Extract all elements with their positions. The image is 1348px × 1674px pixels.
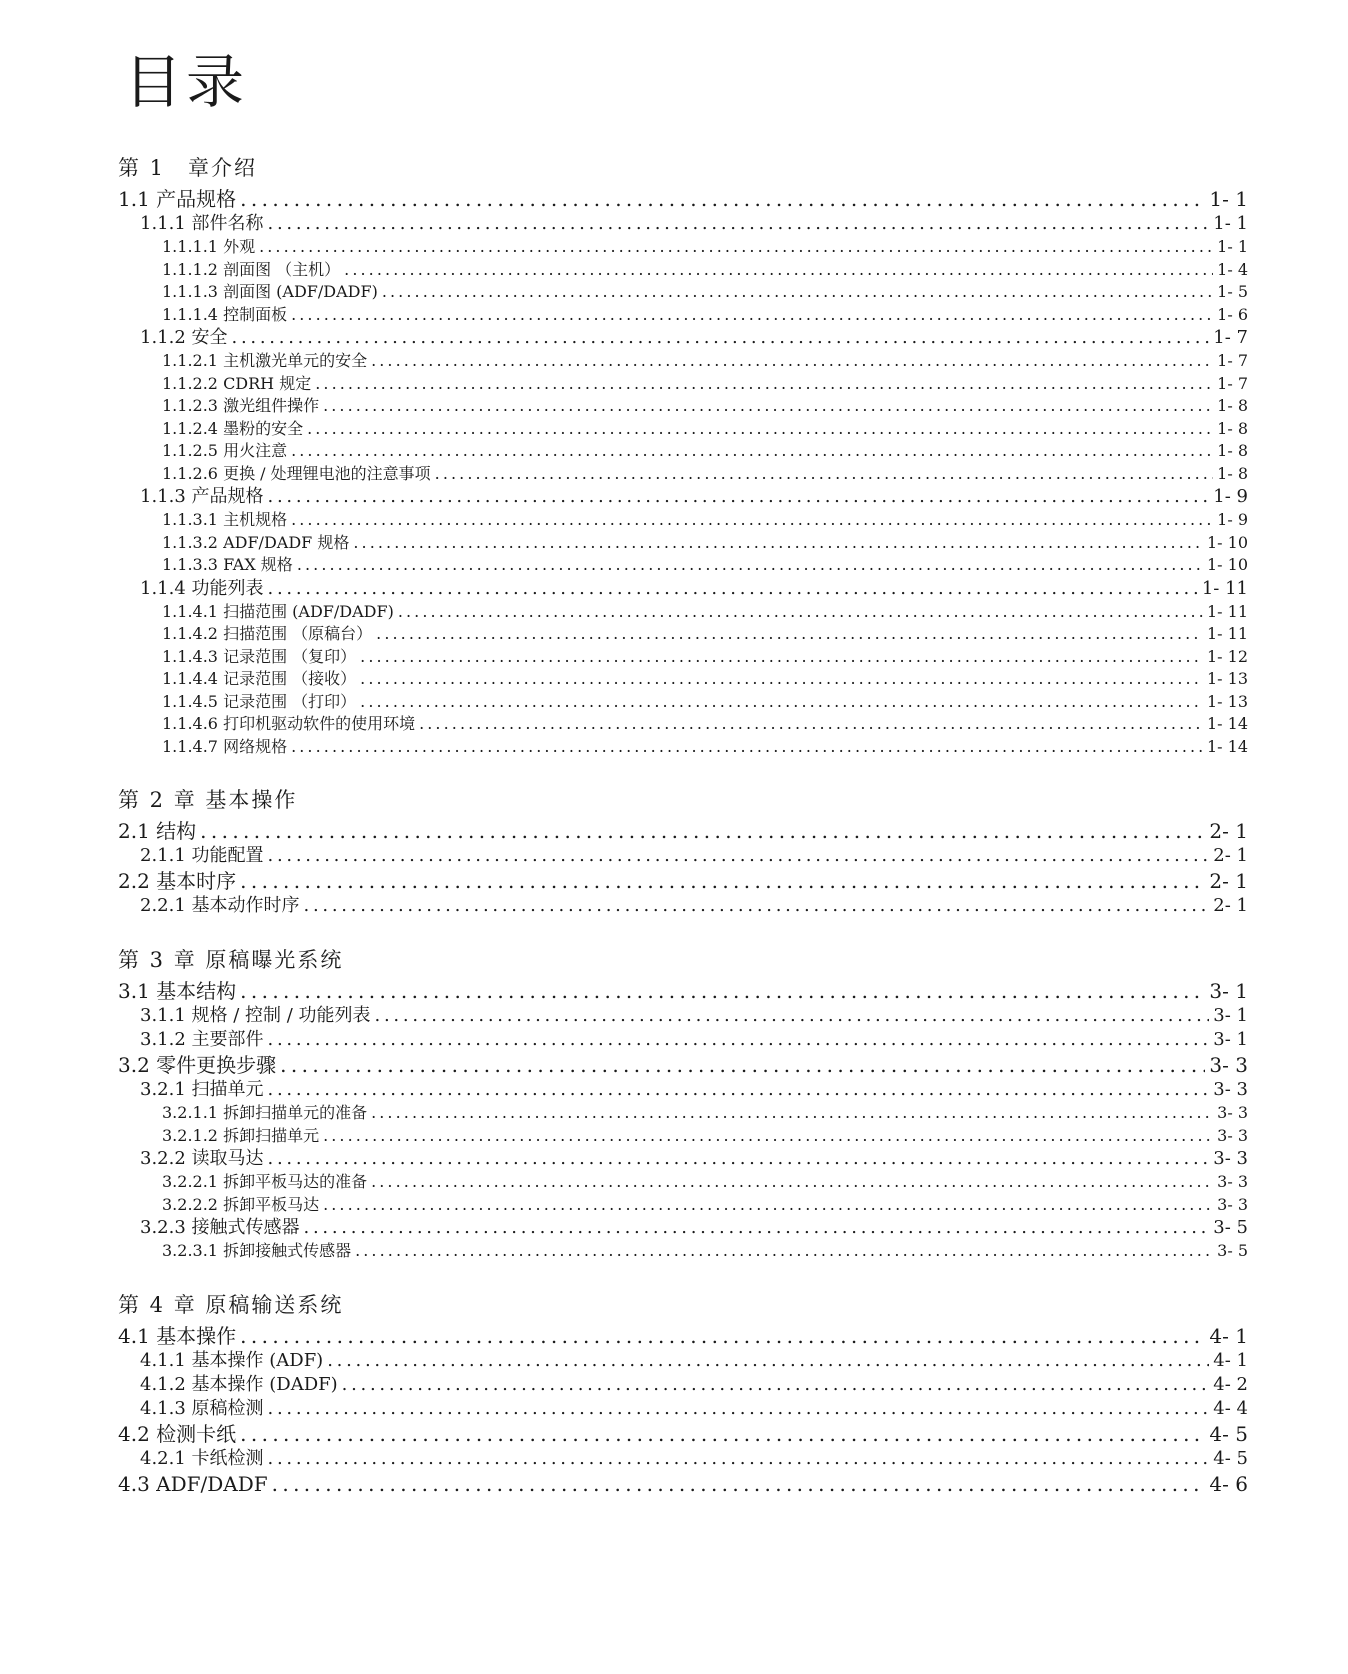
toc-entry[interactable] [118, 1028, 1248, 1052]
dot-leader [291, 440, 1213, 463]
toc-entry-label: 1.1.2.5 用火注意 [162, 441, 288, 460]
toc-entry[interactable] [118, 1194, 1248, 1217]
dot-leader [268, 1447, 1210, 1471]
toc-entry-label: 1.1.1.3 剖面图 (ADF/DADF) [162, 282, 378, 301]
toc-page-number: 3- 1 [1213, 1029, 1248, 1050]
toc-page-number: 1- 9 [1217, 510, 1248, 529]
dot-leader [200, 818, 1205, 844]
toc-entry-label: 1.1.4 功能列表 [140, 577, 264, 599]
dot-leader [232, 326, 1210, 350]
toc-entry-label: 1.1.4.3 记录范围 （复印） [162, 646, 357, 666]
toc-entry[interactable] [118, 212, 1248, 236]
toc-entry-label: 1.1.4.4 记录范围 （接收） [162, 669, 357, 688]
toc-entry[interactable] [118, 259, 1248, 282]
dot-leader [291, 304, 1213, 327]
toc-page-number: 1- 10 [1206, 532, 1248, 552]
dot-leader [268, 1397, 1210, 1421]
toc-entry-label: 1.1.4.1 扫描范围 (ADF/DADF) [162, 601, 394, 621]
toc-entry[interactable] [118, 844, 1248, 868]
dot-leader [307, 418, 1213, 441]
chapter-title: 第 1 章介绍 [118, 156, 258, 180]
toc-entry-label: 1.1.2 安全 [140, 327, 228, 348]
toc-entry[interactable] [118, 713, 1248, 736]
chapter-title: 第 4 章 原稿输送系统 [118, 1292, 344, 1317]
toc-page-number: 4- 5 [1213, 1447, 1248, 1469]
toc-page-number: 1- 4 [1217, 259, 1248, 279]
toc-page-number: 3- 1 [1209, 979, 1248, 1003]
chapter-title: 第 3 章 原稿曝光系统 [118, 948, 344, 972]
dot-leader [355, 1240, 1213, 1263]
toc-entry-label: 4.1.3 原稿检测 [140, 1397, 264, 1419]
toc-page-number: 4- 4 [1213, 1397, 1248, 1419]
dot-leader [398, 601, 1203, 624]
dot-leader [240, 868, 1205, 894]
dot-leader [272, 1471, 1206, 1497]
toc-entry-label: 4.3 ADF/DADF [118, 1471, 268, 1496]
toc-entry-label: 3.2.2 读取马达 [140, 1148, 264, 1169]
toc-entry[interactable] [118, 281, 1248, 304]
dot-leader [280, 1052, 1205, 1078]
toc-entry[interactable] [118, 1052, 1248, 1078]
toc-page-number: 1- 7 [1217, 373, 1248, 393]
dot-leader [304, 1216, 1210, 1240]
dot-leader [291, 736, 1203, 759]
toc-entry[interactable] [118, 894, 1248, 918]
toc-page-number: 3- 5 [1217, 1241, 1248, 1260]
dot-leader [353, 532, 1203, 555]
toc-entry[interactable] [118, 623, 1248, 646]
toc-entry[interactable] [118, 395, 1248, 418]
toc-entry[interactable] [118, 1240, 1248, 1263]
toc-page-number: 2- 1 [1209, 869, 1248, 893]
toc-entry-label: 1.1.4.6 打印机驱动软件的使用环境 [162, 714, 416, 733]
dot-leader [382, 281, 1213, 304]
toc-page-number: 1- 8 [1217, 418, 1248, 438]
toc-entry-label: 3.1.1 规格 / 控制 / 功能列表 [140, 1005, 371, 1026]
toc-page-number: 1- 8 [1217, 396, 1248, 415]
toc-entry[interactable] [118, 373, 1248, 396]
toc-page-number: 3- 3 [1217, 1125, 1248, 1145]
page-title: 目录 [124, 47, 249, 116]
toc-page-number: 1- 11 [1201, 577, 1248, 599]
dot-leader [304, 894, 1210, 918]
dot-leader [259, 236, 1213, 259]
toc-entry[interactable] [118, 440, 1248, 463]
toc-entry-label: 4.1.2 基本操作 (DADF) [140, 1373, 338, 1395]
toc-entry[interactable] [118, 554, 1248, 577]
toc-entry[interactable] [118, 1102, 1248, 1125]
toc-entry-label: 1.1.2.4 墨粉的安全 [162, 418, 304, 438]
toc-page-number: 1- 1 [1213, 213, 1248, 234]
toc-entry-label: 2.2.1 基本动作时序 [140, 895, 300, 916]
dot-leader [240, 1323, 1205, 1349]
toc-page-number: 4- 1 [1213, 1349, 1248, 1371]
toc-entry-label: 1.1.4.2 扫描范围 （原稿台） [162, 624, 373, 643]
toc-entry-label: 2.2 基本时序 [118, 869, 237, 893]
toc-entry[interactable] [118, 1349, 1248, 1373]
chapter-section [118, 150, 1248, 758]
toc-entry[interactable] [118, 186, 1248, 212]
toc-page-number: 1- 10 [1206, 555, 1248, 574]
toc-entry[interactable] [118, 1125, 1248, 1148]
toc-entry-label: 1.1.2.1 主机激光单元的安全 [162, 351, 368, 370]
toc-page-number: 3- 5 [1213, 1217, 1248, 1238]
dot-leader [360, 668, 1203, 691]
toc-entry-label: 3.2.1.1 拆卸扫描单元的准备 [162, 1103, 368, 1122]
dot-leader [323, 1125, 1213, 1148]
toc-entry[interactable] [118, 326, 1248, 350]
toc-entry[interactable] [118, 1171, 1248, 1194]
toc-entry-label: 3.2.3.1 拆卸接触式传感器 [162, 1241, 352, 1260]
toc-page-number: 1- 7 [1213, 327, 1248, 348]
toc-entry-label: 3.2 零件更换步骤 [118, 1053, 277, 1077]
chapter-section [118, 942, 1248, 1263]
toc-page-number: 3- 3 [1217, 1172, 1248, 1191]
dot-leader [323, 395, 1213, 418]
toc-entry[interactable] [118, 1447, 1248, 1471]
toc-page-number: 3- 3 [1213, 1079, 1248, 1100]
toc-entry[interactable] [118, 868, 1248, 894]
chapter-title: 第 2 章 基本操作 [118, 788, 298, 812]
toc-entry-label: 1.1.1.4 控制面板 [162, 304, 288, 324]
toc-page-number: 1- 1 [1209, 187, 1248, 211]
toc-entry[interactable] [118, 485, 1248, 509]
toc-entry-label: 1.1.2.6 更换 / 处理锂电池的注意事项 [162, 463, 431, 483]
toc-page-number: 3- 3 [1217, 1194, 1248, 1214]
dot-leader [268, 577, 1198, 601]
toc-page-number: 1- 9 [1213, 486, 1248, 507]
toc-entry[interactable] [118, 1078, 1248, 1102]
toc-entry-label: 1.1.4.7 网络规格 [162, 736, 288, 756]
dot-leader [268, 1028, 1210, 1052]
toc-entry-label: 3.2.3 接触式传感器 [140, 1217, 300, 1238]
toc-entry-label: 3.1 基本结构 [118, 979, 237, 1003]
toc-entry[interactable] [118, 532, 1248, 555]
toc-entry-label: 1.1.1.2 剖面图 （主机） [162, 259, 341, 279]
dot-leader [268, 1147, 1210, 1171]
dot-leader [315, 373, 1213, 396]
dot-leader [371, 350, 1213, 373]
toc-page-number: 3- 3 [1213, 1148, 1248, 1169]
dot-leader [291, 509, 1213, 532]
toc-page-number: 1- 13 [1206, 691, 1248, 711]
toc-entry-label: 4.2.1 卡纸检测 [140, 1447, 264, 1469]
toc-page-number: 4- 1 [1209, 1323, 1248, 1348]
toc-page-number: 2- 1 [1209, 819, 1248, 843]
toc-page-number: 3- 3 [1217, 1103, 1248, 1122]
dot-leader [323, 1194, 1213, 1217]
toc-entry[interactable] [118, 646, 1248, 669]
toc-page-number: 1- 14 [1206, 736, 1248, 756]
toc-entry[interactable] [118, 1147, 1248, 1171]
toc-entry[interactable] [118, 236, 1248, 259]
toc-page-number: 1- 12 [1206, 646, 1248, 666]
toc-entry-label: 1.1.3.3 FAX 规格 [162, 555, 293, 574]
toc-entry-label: 2.1.1 功能配置 [140, 845, 264, 866]
dot-leader [344, 259, 1213, 282]
dot-leader [268, 485, 1210, 509]
toc-entry[interactable] [118, 736, 1248, 759]
toc-entry-label: 1.1.3.1 主机规格 [162, 510, 288, 529]
toc-entry[interactable] [118, 463, 1248, 486]
toc-page-number: 1- 14 [1206, 714, 1248, 733]
toc-entry[interactable] [118, 1421, 1248, 1447]
toc-entry-label: 1.1.3 产品规格 [140, 486, 264, 507]
toc-entry[interactable] [118, 509, 1248, 532]
toc-entry[interactable] [118, 1397, 1248, 1421]
toc-entry[interactable] [118, 1471, 1248, 1497]
toc-page-number: 1- 13 [1206, 669, 1248, 688]
toc-entry[interactable] [118, 577, 1248, 601]
toc-entry[interactable] [118, 350, 1248, 373]
toc-page-number: 1- 5 [1217, 282, 1248, 301]
toc-entry[interactable] [118, 1216, 1248, 1240]
toc-page-number: 4- 2 [1213, 1373, 1248, 1395]
toc-page-number: 2- 1 [1213, 895, 1248, 916]
toc-entry-label: 3.2.1.2 拆卸扫描单元 [162, 1125, 320, 1145]
chapter-section [118, 1287, 1248, 1497]
dot-leader [297, 554, 1203, 577]
dot-leader [268, 212, 1210, 236]
dot-leader [360, 646, 1203, 669]
dot-leader [371, 1102, 1213, 1125]
dot-leader [360, 691, 1203, 714]
toc-entry[interactable] [118, 304, 1248, 327]
toc-page-number: 1- 11 [1206, 601, 1248, 621]
toc-entry-label: 3.2.1 扫描单元 [140, 1079, 264, 1100]
dot-leader [375, 1004, 1210, 1028]
toc-entry-label: 1.1.1 部件名称 [140, 213, 264, 234]
toc-entry[interactable] [118, 418, 1248, 441]
toc-page-number: 1- 11 [1206, 624, 1248, 643]
toc-entry[interactable] [118, 691, 1248, 714]
toc-entry[interactable] [118, 601, 1248, 624]
toc-page-number: 1- 8 [1217, 441, 1248, 460]
dot-leader [419, 713, 1203, 736]
table-of-contents [118, 150, 1248, 1497]
dot-leader [435, 463, 1214, 486]
toc-page-number: 1- 7 [1217, 351, 1248, 370]
toc-entry-label: 2.1 结构 [118, 819, 197, 843]
toc-entry-label: 1.1.4.5 记录范围 （打印） [162, 691, 357, 711]
toc-entry[interactable] [118, 668, 1248, 691]
toc-entry[interactable] [118, 818, 1248, 844]
toc-entry-label: 1.1.2.3 激光组件操作 [162, 396, 320, 415]
toc-page-number: 4- 5 [1209, 1421, 1248, 1446]
dot-leader [240, 978, 1205, 1004]
toc-entry[interactable] [118, 1323, 1248, 1349]
dot-leader [240, 1421, 1205, 1447]
chapter-section [118, 782, 1248, 918]
dot-leader [327, 1349, 1209, 1373]
toc-page-number: 2- 1 [1213, 845, 1248, 866]
toc-page-number: 3- 1 [1213, 1005, 1248, 1026]
toc-entry[interactable] [118, 1004, 1248, 1028]
toc-page-number: 1- 1 [1217, 237, 1248, 256]
toc-page-number: 1- 8 [1217, 463, 1248, 483]
toc-page-number: 1- 6 [1217, 304, 1248, 324]
toc-page-number: 4- 6 [1209, 1471, 1248, 1496]
toc-entry-label: 3.1.2 主要部件 [140, 1029, 264, 1050]
dot-leader [268, 1078, 1210, 1102]
toc-page-number: 3- 3 [1209, 1053, 1248, 1077]
dot-leader [342, 1373, 1210, 1397]
toc-entry[interactable] [118, 978, 1248, 1004]
dot-leader [371, 1171, 1213, 1194]
toc-entry-label: 3.2.2.1 拆卸平板马达的准备 [162, 1172, 368, 1191]
toc-entry-label: 1.1.3.2 ADF/DADF 规格 [162, 532, 350, 552]
dot-leader [268, 844, 1210, 868]
toc-entry-label: 1.1 产品规格 [118, 187, 237, 211]
dot-leader [240, 186, 1205, 212]
toc-entry-label: 4.1 基本操作 [118, 1323, 237, 1348]
toc-entry-label: 3.2.2.2 拆卸平板马达 [162, 1194, 320, 1214]
dot-leader [376, 623, 1203, 646]
toc-entry-label: 1.1.2.2 CDRH 规定 [162, 373, 312, 393]
toc-entry-label: 4.2 检测卡纸 [118, 1421, 237, 1446]
toc-entry-label: 1.1.1.1 外观 [162, 237, 256, 256]
toc-entry[interactable] [118, 1373, 1248, 1397]
toc-entry-label: 4.1.1 基本操作 (ADF) [140, 1349, 324, 1371]
